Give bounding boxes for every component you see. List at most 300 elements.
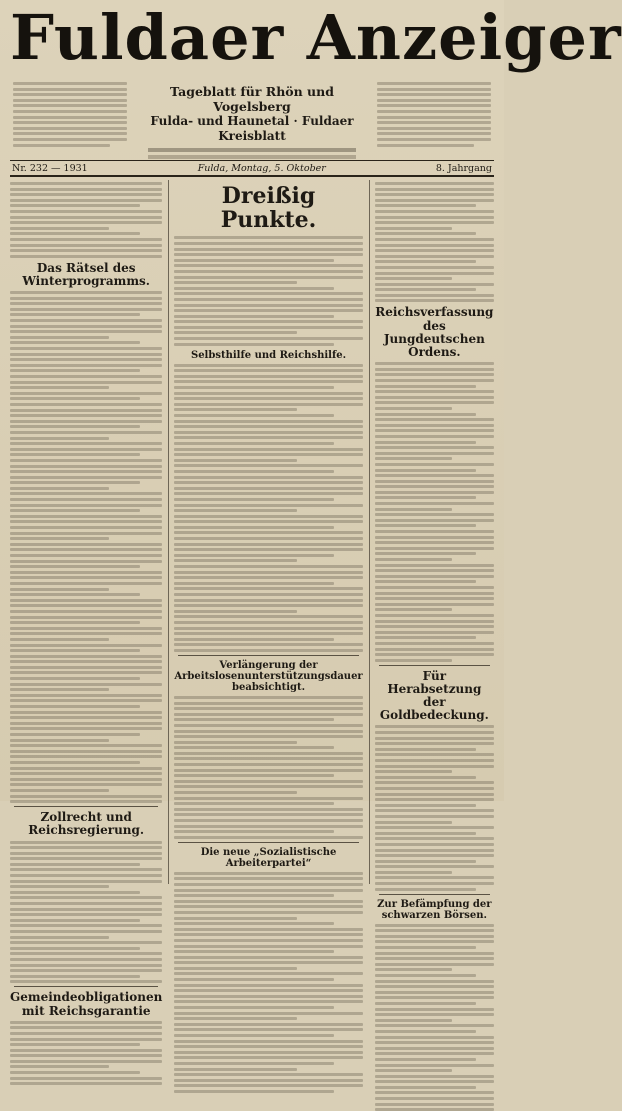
text-line: [375, 260, 476, 263]
text-line: [174, 520, 362, 523]
text-line: [10, 593, 140, 596]
text-line: [10, 649, 140, 652]
headline-sozialistische-partei: Die neue „Sozialistische Arbeiterpartei“: [200, 846, 337, 869]
text-line: [174, 448, 362, 451]
text-line: [375, 1002, 476, 1005]
text-line: [174, 713, 362, 716]
text-line: [10, 571, 162, 574]
text-line: [375, 974, 476, 977]
text-line: [375, 653, 494, 656]
text-line: [10, 470, 162, 473]
text-line: [375, 871, 453, 874]
text-line: [10, 863, 140, 866]
text-line: [10, 677, 140, 680]
text-line: [375, 815, 494, 818]
text-line: [375, 625, 494, 628]
text-line: [10, 232, 140, 235]
text-line: [174, 785, 362, 788]
text-line: [174, 877, 362, 880]
text-line: [10, 1082, 162, 1085]
headline-arbeitslosen: Verlängerung der Arbeitslosenunterstützungsdauer beabsichtigt.: [174, 659, 363, 693]
text-line: [174, 364, 362, 367]
text-line: [10, 442, 162, 445]
text-line: [375, 1030, 476, 1033]
text-line: [10, 772, 162, 775]
text-line: [375, 826, 494, 829]
text-line: [375, 985, 494, 988]
text-line: [10, 249, 162, 252]
headline-winter-program: Das Rätsel des Winterprogramms.: [22, 260, 150, 288]
text-line: [174, 735, 362, 738]
text-line: [375, 753, 494, 756]
text-line: [10, 599, 162, 602]
text-line: [10, 308, 162, 311]
text-line: [10, 666, 162, 669]
text-line: [375, 929, 494, 932]
text-line: [10, 722, 162, 725]
text-line: [375, 876, 494, 879]
text-line: [174, 1073, 362, 1076]
text-line: [375, 238, 494, 241]
text-line: [375, 227, 453, 230]
text-line: [375, 748, 476, 751]
text-line: [174, 615, 362, 618]
text-line: [174, 587, 362, 590]
text-line: [10, 291, 162, 294]
text-line: [375, 413, 476, 416]
text-line: [375, 1058, 476, 1061]
text-line: [10, 1038, 162, 1041]
text-line: [375, 832, 476, 835]
text-line: [10, 655, 162, 658]
text-line: [375, 524, 476, 527]
text-line: [174, 453, 362, 456]
text-line: [174, 939, 362, 942]
text-line: [375, 463, 494, 466]
text-line: [174, 649, 362, 652]
text-line: [10, 941, 162, 944]
text-line: [174, 917, 296, 920]
text-line: [375, 457, 453, 460]
text-line: [10, 958, 162, 961]
text-line: [174, 1012, 362, 1015]
text-line: [174, 922, 334, 925]
text-line: [375, 266, 494, 269]
text-line: [174, 1056, 362, 1059]
text-line: [375, 865, 494, 868]
text-line: [375, 804, 476, 807]
text-line: [10, 409, 162, 412]
text-line: [375, 580, 476, 583]
text-line: [174, 972, 362, 975]
text-line: [10, 857, 162, 860]
text-line: [375, 821, 453, 824]
headline-goldbedeckung: Für Herabsetzung der Goldbedeckung.: [379, 668, 489, 723]
text-line: [174, 872, 362, 875]
text-line: [174, 1045, 362, 1048]
text-line: [174, 526, 334, 529]
text-line: [10, 381, 162, 384]
text-line: [10, 644, 162, 647]
text-line: [10, 711, 162, 714]
text-line: [174, 604, 362, 607]
text-line: [174, 984, 362, 987]
text-line: [375, 480, 494, 483]
text-line: [174, 825, 362, 828]
text-line: [174, 554, 334, 557]
text-line: [174, 950, 334, 953]
text-line: [10, 621, 140, 624]
text-line: [10, 694, 162, 697]
text-line: [375, 368, 494, 371]
text-line: [375, 232, 476, 235]
text-line: [174, 995, 362, 998]
text-line: [375, 1080, 494, 1083]
text-line: [174, 707, 362, 710]
text-line: [375, 1019, 453, 1022]
text-line: [10, 543, 162, 546]
subheader-line1: Tageblatt für Rhön und Vogelsberg: [170, 84, 334, 114]
text-line: [174, 498, 334, 501]
text-line: [174, 236, 362, 239]
text-line: [375, 1047, 494, 1050]
text-line: [174, 397, 362, 400]
column-1: [10, 180, 163, 1018]
text-line: [375, 216, 494, 219]
text-line: [10, 699, 162, 702]
text-line: [174, 1028, 362, 1031]
headline-gemeindeobligationen: Gemeindeobligationen mit Reichsgarantie: [10, 990, 163, 1018]
text-line: [10, 913, 162, 916]
text-line: [174, 1023, 362, 1026]
text-line: [174, 780, 362, 783]
text-line: [375, 452, 494, 455]
text-line: [375, 255, 494, 258]
text-line: [375, 204, 476, 207]
text-line: [10, 767, 162, 770]
text-line: [10, 526, 162, 529]
text-line: [10, 453, 140, 456]
text-line: [10, 515, 162, 518]
text-line: [10, 795, 162, 798]
text-line: [375, 210, 494, 213]
text-line: [174, 576, 362, 579]
text-line: [375, 809, 494, 812]
text-line: [375, 469, 476, 472]
text-line: [375, 957, 494, 960]
text-line: [174, 375, 362, 378]
text-line: [375, 418, 494, 421]
volume-year: 8. Jahrgang: [435, 162, 492, 174]
text-line: [375, 1052, 494, 1055]
text-line: [375, 407, 453, 410]
text-line: [174, 481, 362, 484]
text-line: [174, 1079, 362, 1082]
text-line: [375, 592, 494, 595]
text-line: [174, 894, 334, 897]
text-line: [10, 386, 109, 389]
text-line: [10, 199, 162, 202]
text-line: [375, 429, 494, 432]
text-line: [174, 408, 296, 411]
text-line: [174, 696, 362, 699]
text-line: [174, 911, 362, 914]
text-line: [174, 1017, 296, 1020]
text-line: [375, 199, 494, 202]
text-line: [10, 632, 162, 635]
text-line: [10, 800, 162, 803]
text-line: [10, 353, 162, 356]
text-line: [10, 369, 140, 372]
text-line: [375, 569, 494, 572]
text-line: [10, 1021, 162, 1024]
text-line: [174, 571, 362, 574]
text-line: [10, 952, 162, 955]
text-line: [375, 770, 453, 773]
text-line: [174, 425, 362, 428]
text-line: [10, 761, 140, 764]
text-line: [10, 1077, 162, 1080]
issue-number: Nr. 232 — 1931: [12, 162, 88, 174]
text-line: [174, 487, 362, 490]
text-line: [174, 281, 296, 284]
text-line: [10, 255, 162, 258]
text-line: [10, 431, 162, 434]
text-line: [10, 627, 162, 630]
text-line: [375, 396, 494, 399]
text-line: [10, 437, 109, 440]
text-line: [10, 880, 162, 883]
text-line: [174, 298, 362, 301]
place-date: Fulda, Montag, 5. Oktober: [197, 162, 326, 174]
text-line: [375, 547, 494, 550]
text-line: [10, 936, 109, 939]
text-line: [174, 369, 362, 372]
text-line: [174, 956, 362, 959]
text-line: [10, 364, 162, 367]
text-line: [375, 294, 494, 297]
text-line: [174, 808, 362, 811]
masthead-title: Fuldaer Anzeiger: [10, 1, 622, 74]
text-line: [10, 604, 162, 607]
text-line: [375, 485, 494, 488]
column-2: [168, 180, 362, 884]
text-line: [375, 390, 494, 393]
text-line: [375, 502, 494, 505]
text-line: [10, 778, 162, 781]
text-line: [375, 737, 494, 740]
text-line: [375, 362, 494, 365]
text-line: [174, 900, 362, 903]
text-line: [10, 755, 162, 758]
text-line: [375, 659, 453, 662]
text-line: [10, 210, 162, 213]
text-line: [375, 1036, 494, 1039]
text-line: [174, 967, 296, 970]
text-line: [375, 924, 494, 927]
text-line: [174, 945, 362, 948]
text-line: [10, 975, 140, 978]
text-line: [174, 769, 362, 772]
subheader-left-notice: [10, 80, 130, 160]
text-line: [174, 905, 362, 908]
text-line: [375, 996, 494, 999]
text-line: [375, 299, 494, 302]
text-line: [174, 989, 362, 992]
text-line: [174, 797, 362, 800]
text-line: [174, 270, 362, 273]
text-line: [174, 548, 362, 551]
text-line: [10, 683, 162, 686]
text-line: [174, 309, 362, 312]
text-line: [174, 610, 296, 613]
text-line: [10, 465, 162, 468]
text-line: [174, 264, 362, 267]
text-line: [10, 891, 140, 894]
text-line: [10, 221, 162, 224]
text-line: [174, 287, 334, 290]
text-line: [174, 724, 362, 727]
text-line: [10, 874, 162, 877]
text-line: [10, 481, 140, 484]
text-line: [375, 1024, 494, 1027]
text-line: [10, 616, 162, 619]
text-line: [375, 837, 494, 840]
text-line: [10, 498, 162, 501]
text-line: [174, 752, 362, 755]
text-line: [375, 536, 494, 539]
text-line: [375, 968, 453, 971]
text-line: [10, 302, 162, 305]
text-line: [174, 436, 362, 439]
text-line: [375, 648, 494, 651]
text-line: [375, 1013, 494, 1016]
text-line: [375, 564, 494, 567]
text-line: [10, 537, 109, 540]
text-line: [375, 508, 453, 511]
text-line: [375, 182, 494, 185]
subheader-right-notice: [374, 80, 494, 160]
headline-dreissig-punkte: Dreißig Punkte.: [220, 183, 317, 234]
text-line: [10, 330, 162, 333]
text-line: [375, 952, 494, 955]
text-line: [375, 272, 494, 275]
text-line: [375, 373, 494, 376]
text-line: [10, 1026, 162, 1029]
text-line: [174, 253, 362, 256]
text-line: [10, 969, 162, 972]
text-line: [10, 403, 162, 406]
text-line: [375, 781, 494, 784]
text-line: [174, 763, 362, 766]
text-line: [375, 441, 476, 444]
subheader-center: [130, 80, 374, 160]
text-line: [375, 946, 476, 949]
text-line: [10, 716, 162, 719]
text-line: [10, 182, 162, 185]
text-line: [10, 188, 162, 191]
headline-jungdeutscher-orden: Reichsverfassung des Jungdeutschen Ordens.: [375, 305, 494, 360]
text-line: [375, 385, 476, 388]
text-line: [174, 392, 362, 395]
text-line: [375, 1103, 494, 1106]
text-line: [375, 620, 494, 623]
text-line: [10, 980, 162, 983]
text-line: [174, 442, 334, 445]
text-line: [174, 515, 362, 518]
text-line: [375, 759, 494, 762]
text-line: [10, 425, 140, 428]
text-line: [375, 614, 494, 617]
text-line: [174, 492, 362, 495]
text-line: [375, 244, 494, 247]
text-line: [10, 459, 162, 462]
text-line: [174, 746, 334, 749]
text-line: [375, 1075, 494, 1078]
text-line: [174, 757, 362, 760]
text-line: [10, 509, 140, 512]
text-line: [174, 933, 362, 936]
text-line: [174, 702, 362, 705]
text-line: [174, 509, 296, 512]
text-line: [174, 565, 362, 568]
text-line: [10, 733, 140, 736]
text-line: [174, 464, 362, 467]
text-line: [10, 238, 162, 241]
text-line: [174, 431, 362, 434]
text-line: [174, 1034, 334, 1037]
text-line: [375, 530, 494, 533]
text-line: [10, 313, 140, 316]
text-line: [174, 774, 334, 777]
text-line: [375, 787, 494, 790]
headline-selbsthilfe: Selbsthilfe und Reichshilfe.: [190, 349, 347, 361]
text-line: [375, 586, 494, 589]
text-line: [10, 336, 109, 339]
text-line: [375, 888, 476, 891]
text-line: [174, 599, 362, 602]
text-line: [10, 297, 162, 300]
text-line: [375, 980, 494, 983]
text-line: [10, 193, 162, 196]
text-line: [375, 379, 494, 382]
text-line: [375, 1097, 494, 1100]
text-line: [174, 337, 362, 340]
text-line: [174, 304, 362, 307]
text-line: [10, 919, 140, 922]
text-line: [10, 896, 162, 899]
text-line: [10, 852, 162, 855]
text-line: [10, 789, 109, 792]
text-line: [10, 638, 109, 641]
text-line: [375, 1008, 494, 1011]
text-line: [375, 731, 494, 734]
text-line: [174, 331, 296, 334]
text-line: [174, 802, 334, 805]
text-line: [375, 188, 494, 191]
text-line: [375, 642, 494, 645]
text-line: [174, 414, 334, 417]
text-line: [375, 849, 494, 852]
text-line: [375, 1069, 453, 1072]
text-line: [10, 588, 109, 591]
text-line: [174, 889, 362, 892]
text-line: [375, 435, 494, 438]
text-line: [10, 885, 109, 888]
headline-schwarze-boersen: Zur Befämpfung der schwarzen Börsen.: [377, 898, 492, 921]
text-line: [10, 392, 162, 395]
text-line: [10, 532, 162, 535]
